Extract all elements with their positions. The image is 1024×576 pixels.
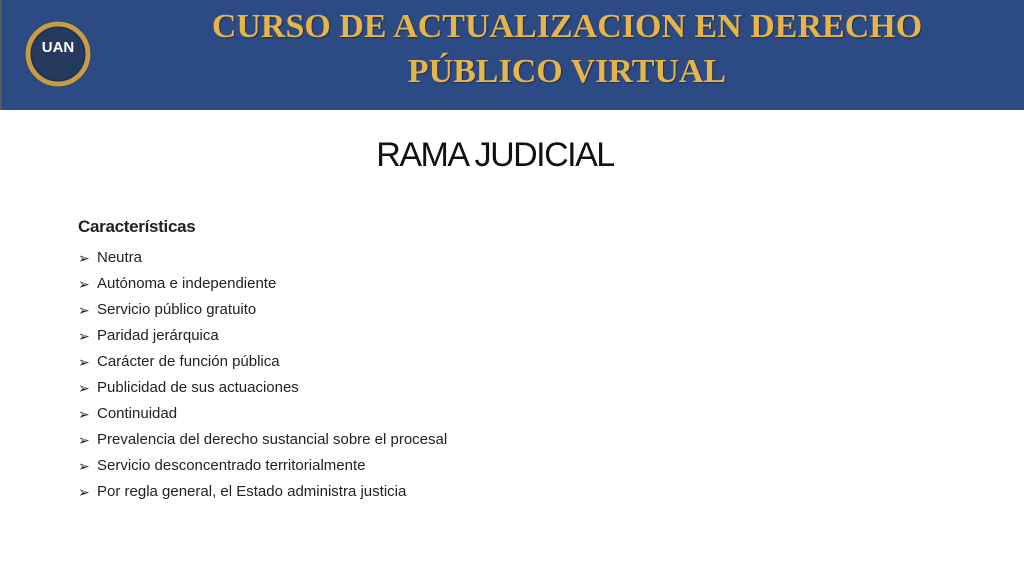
list-item [78,349,447,375]
list-item-text: Por regla general, el Estado administra justicia [97,483,407,500]
course-title-line-1: CURSO DE ACTUALIZACION EN DERECHO [211,8,923,45]
list-item-text: Autónoma e independiente [97,275,277,292]
list-item [78,375,447,401]
list-item-text: Servicio público gratuito [97,301,257,318]
course-title [112,4,1022,94]
list-item-text: Neutra [97,249,143,266]
list-item-text: Prevalencia del derecho sustancial sobre el procesal [97,431,448,448]
list-item [78,271,447,297]
course-title-line-2: PÚBLICO VIRTUAL [407,53,727,90]
list-item [78,323,447,349]
logo-text: UAN [41,39,75,56]
list-item-text: Continuidad [97,405,178,422]
characteristics-list [78,245,447,505]
list-item-text: Carácter de función pública [97,353,280,370]
list-item [78,479,447,505]
arrowhead-bullet-icon: ➢ [78,484,90,500]
list-item [78,427,447,453]
arrowhead-bullet-icon: ➢ [78,380,90,396]
list-item [78,297,447,323]
list-item [78,401,447,427]
section-heading: Características [78,217,196,236]
arrowhead-bullet-icon: ➢ [78,276,90,292]
arrowhead-bullet-icon: ➢ [78,432,90,448]
university-logo [22,18,94,98]
arrowhead-bullet-icon: ➢ [78,458,90,474]
arrowhead-bullet-icon: ➢ [78,406,90,422]
arrowhead-bullet-icon: ➢ [78,302,90,318]
list-item-text: Servicio desconcentrado territorialmente [97,457,366,474]
list-item [78,245,447,271]
list-item-text: Paridad jerárquica [97,327,219,344]
arrowhead-bullet-icon: ➢ [78,250,90,266]
arrowhead-bullet-icon: ➢ [78,328,90,344]
slide-title: RAMA JUDICIAL [376,136,614,174]
list-item-text: Publicidad de sus actuaciones [97,379,299,396]
list-item [78,453,447,479]
header-banner [0,0,1024,110]
arrowhead-bullet-icon: ➢ [78,354,90,370]
